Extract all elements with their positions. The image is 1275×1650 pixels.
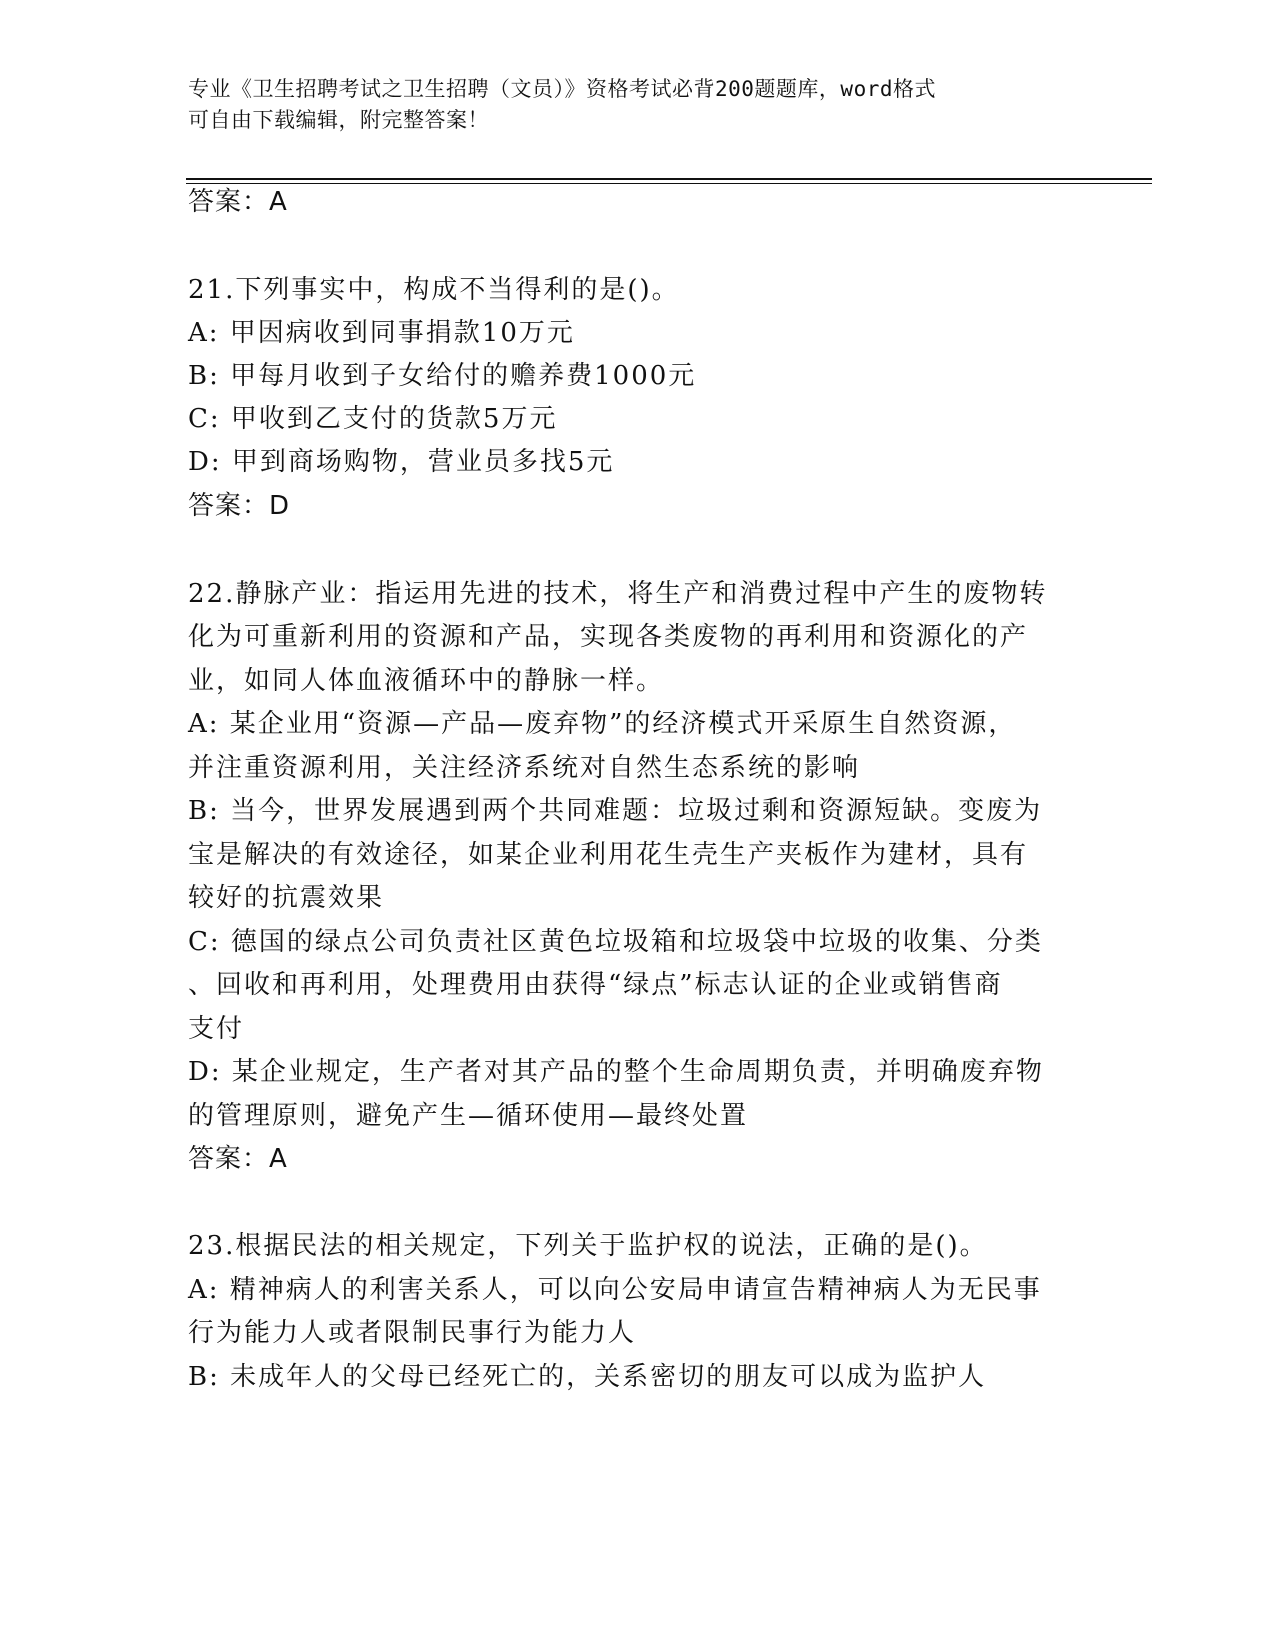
- q22-option-d-line-1: D: 某企业规定，生产者对其产品的整个生命周期负责，并明确废弃物: [188, 1057, 1044, 1087]
- q22-stem-line-1: 22.静脉产业：指运用先进的技术，将生产和消费过程中产生的废物转: [188, 579, 1048, 609]
- q22-option-c-line-2: 、回收和再利用，处理费用由获得“绿点”标志认证的企业或销售商: [188, 970, 1003, 1000]
- q22-option-b-line-2: 宝是解决的有效途径，如某企业利用花生壳生产夹板作为建材，具有: [188, 840, 1029, 870]
- q21-option-d: D: 甲到商场购物，营业员多找5元: [188, 447, 615, 477]
- page-header: [188, 74, 1088, 136]
- q22-stem-line-3: 业，如同人体血液循环中的静脉一样。: [188, 666, 665, 696]
- q23-option-b: B: 未成年人的父母已经死亡的，关系密切的朋友可以成为监护人: [188, 1362, 987, 1392]
- q21-option-c: C: 甲收到乙支付的货款5万元: [188, 404, 558, 434]
- q22-option-a-line-2: 并注重资源利用，关注经济系统对自然生态系统的影响: [188, 753, 861, 783]
- q22-option-a-line-1: A: 某企业用“资源—产品—废弃物”的经济模式开采原生自然资源，: [188, 709, 1017, 739]
- header-title-line-2: 可自由下载编辑，附完整答案！: [188, 108, 489, 132]
- q23-option-a-line-2: 行为能力人或者限制民事行为能力人: [188, 1318, 637, 1348]
- header-rule-thick: [186, 178, 1152, 180]
- q21-option-b: B: 甲每月收到子女给付的赡养费1000元: [188, 361, 697, 391]
- header-rule-thin: [186, 183, 1152, 184]
- q22-stem-line-2: 化为可重新利用的资源和产品，实现各类废物的再利用和资源化的产: [188, 622, 1029, 652]
- answer-previous: 答案：A: [188, 187, 288, 217]
- q21-option-a: A: 甲因病收到同事捐款10万元: [188, 318, 575, 348]
- header-title-line-1: 专业《卫生招聘考试之卫生招聘（文员）》资格考试必背200题题库，word格式: [188, 77, 936, 101]
- q22-option-c-line-1: C: 德国的绿点公司负责社区黄色垃圾箱和垃圾袋中垃圾的收集、分类: [188, 927, 1043, 957]
- q22-option-d-line-2: 的管理原则，避免产生—循环使用—最终处置: [188, 1101, 749, 1131]
- q22-option-c-line-3: 支付: [188, 1014, 245, 1044]
- q22-option-b-line-3: 较好的抗震效果: [188, 883, 385, 913]
- q22-option-b-line-1: B: 当今，世界发展遇到两个共同难题：垃圾过剩和资源短缺。变废为: [188, 796, 1043, 826]
- q21-answer: 答案：D: [188, 491, 291, 521]
- q23-option-a-line-1: A: 精神病人的利害关系人，可以向公安局申请宣告精神病人为无民事: [188, 1275, 1042, 1305]
- q21-stem: 21.下列事实中，构成不当得利的是()。: [188, 275, 680, 305]
- q23-stem: 23.根据民法的相关规定，下列关于监护权的说法，正确的是()。: [188, 1231, 988, 1261]
- q22-answer: 答案：A: [188, 1144, 288, 1174]
